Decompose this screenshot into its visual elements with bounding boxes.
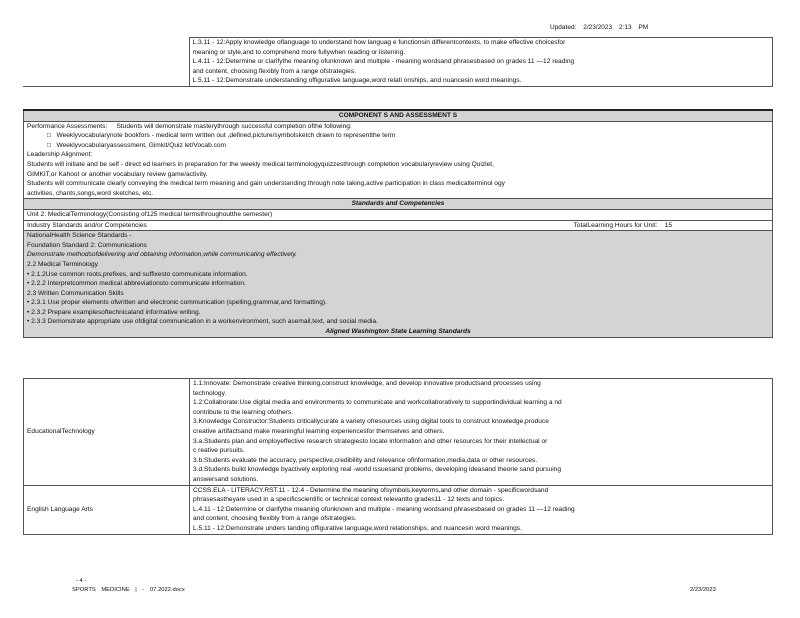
checkbox-icon: □ xyxy=(47,141,51,149)
nhs-line: 2.2 Medical Terminology xyxy=(27,260,98,268)
components-table xyxy=(23,109,773,338)
performance-label: Performance Assessments: xyxy=(27,122,108,130)
nhs-line: • 2.2.2 Interpretcommon medical abbreviationsto communicate information. xyxy=(27,280,246,288)
ela-line: phrasesastheyare used in a specificscientific or technical context relevantto grades11 - 12 texts and topics. xyxy=(193,496,505,504)
industry-row xyxy=(24,220,773,231)
updated-ampm: PM xyxy=(638,24,649,31)
checkbox-icon: □ xyxy=(47,132,51,140)
leadership-line: Students will communicate clearly conveying the medical term meaning and gain understanding through note taking,active participation in class medicalterminol ogy xyxy=(27,180,505,188)
edtech-line: contribute to the learning ofothers. xyxy=(193,408,294,416)
updated-time: 2:13 xyxy=(618,24,632,31)
total-hours-value: 15 xyxy=(664,221,673,229)
leadership-line: activities, chants,songs,word sketches, etc. xyxy=(27,189,154,197)
ela-line: L.4.11 - 12:Determine or clarifythe meaning ofunknown and multiple - meaning wordsand phrasesbased on grades 11 —12 reading xyxy=(193,505,575,513)
nhs-line: • 2.3.2 Prepare examplesoftechnicaland informative writing. xyxy=(27,308,201,316)
edtech-line: 3.a.Students plan and employeffective research strategiesto locate information and other resources for their intellectual or xyxy=(193,437,548,445)
performance-bullet: Weeklyvocabularyassessment, Gimkit/Quiz let/Vocab.com xyxy=(56,141,227,149)
nhs-line: Demonstrate methodsofdelivering and obtaining information,while communicating effectively. xyxy=(27,251,297,259)
nhs-line: • 2.3.1 Use proper elements ofwritten and electronic communication (spelling,grammar,and formatting). xyxy=(27,299,327,307)
edtech-line: 1.1:Innovate: Demonstrate creative thinking,construct knowledge, and develop innovative productsand processes using xyxy=(193,380,541,387)
top-standards-table xyxy=(23,37,773,87)
nhs-line: 2.3 Written Communication Skills xyxy=(27,289,124,297)
edtech-line: 1.2:Collaborate:Use digital media and environments to communicate and workcollaboratively to supportindividual learning a nd xyxy=(193,399,562,407)
updated-date: 2/23/2023 xyxy=(583,24,613,31)
aligned-table xyxy=(23,378,773,535)
edtech-label: EducationalTechnology xyxy=(24,379,190,486)
updated-label: Updated: xyxy=(550,24,577,31)
edtech-cell xyxy=(190,379,773,486)
std-line: meaning or style,and to comprehend more fullywhen reading or listening. xyxy=(192,48,406,56)
leadership-line: Students will initiate and be self - direct ed learners in preparation for the weekly medical terminologyquizzesthrough completion vocabularyreview using Quizlet, xyxy=(27,160,494,168)
edtech-line: 3.Knowledge Constructor:Students criticallycurate a variety ofresources using digital tools to construct knowledge,produce xyxy=(193,418,549,426)
components-title: COMPONENT S AND ASSESSMENT S xyxy=(24,110,773,121)
nhs-line: NationalHealth Science Standards - xyxy=(27,232,132,240)
ela-line: and content, choosing flexibly from a range ofstrategies. xyxy=(193,515,357,523)
std-line: L.5.11 - 12:Demonstrate understanding offigurative language,word relati onships, and nuancesin word meanings. xyxy=(192,77,522,85)
edtech-line: c reative pursuits. xyxy=(193,447,245,455)
performance-bullet: Weeklyvocabularynote bookfors - medical term written out ,defined,picture/symbolsketch drawn to representthe term xyxy=(56,132,396,140)
edtech-line: answersand solutions. xyxy=(193,475,259,483)
edtech-line: 3.b.Students evaluate the accuracy, perspective,credibility and relevance ofinformation,media,data or other resources. xyxy=(193,456,538,464)
total-hours-label: TotalLearning Hours for Unit: xyxy=(573,221,658,229)
industry-label: Industry Standards and/or Competencies xyxy=(27,221,147,229)
edtech-line: technology. xyxy=(193,389,227,397)
ela-cell xyxy=(190,485,773,534)
std-line: L.3.11 - 12:Apply knowledge oflanguage to understand how languag e functionsin differentcontexts, to make effective choicesfor xyxy=(192,39,566,46)
updated-stamp xyxy=(550,24,648,31)
leadership-line: GIMKIT,or Kahoot or another vocabulary review game/activity. xyxy=(27,170,208,178)
page-number: - 4 - xyxy=(76,578,87,584)
top-standards-cell xyxy=(189,38,773,87)
aligned-title: Aligned Washington State Learning Standards xyxy=(325,328,471,336)
std-line: and content, choosing flexibly from a range ofstrategies. xyxy=(192,67,356,75)
footer-date: 2/23/2023 xyxy=(690,587,716,593)
unit-line: Unit 2: MedicalTerminology(Consisting of125 medical termsthroughoutthe semester) xyxy=(24,209,773,220)
ela-label: English Language Arts xyxy=(24,485,190,534)
ela-line: CCSS.ELA - LITERACY.RST.11 - 12.4 - Determine the meaning ofsymbols,keyterms,and other domain - specificwordsand xyxy=(193,486,549,494)
components-body xyxy=(24,121,773,199)
std-line: L.4.11 - 12:Determine or clarifythe meaning ofunknown and multiple - meaning wordsand phrasesbased on grades 11 —12 reading xyxy=(192,58,575,66)
total-hours xyxy=(574,221,673,231)
standards-title: Standards and Competencies xyxy=(24,199,773,210)
footer-doc: SPORTS MEDICINE | - 07.2022.docx xyxy=(72,587,185,593)
edtech-line: creative artifactsand make meaningful learning experiencesfor themselves and others. xyxy=(193,427,445,435)
edtech-line: 3.d.Students build knowledge byactively exploring real -world issuesand problems, developing ideasand theorie sand pursuing xyxy=(193,466,562,474)
nhs-line: Foundation Standard 2: Communications xyxy=(27,241,147,249)
ela-line: L.5.11 - 12:Demonstrate unders tanding offigurative language,word relationships, and nuancesin word meanings. xyxy=(193,524,522,532)
nhs-line: • 2.1.2Use common roots,prefixes, and suffixesto communicate information. xyxy=(27,270,248,278)
performance-intro: Students will demonstrate masterythrough successful completion ofthe following: xyxy=(116,122,352,130)
nhs-line: • 2.3.3 Demonstrate appropriate use ofdigital communication in a workenvironment, such asemail,text, and social media. xyxy=(27,318,378,326)
leadership-label: Leadership Alignment: xyxy=(27,151,93,159)
nhs-block xyxy=(24,231,773,338)
